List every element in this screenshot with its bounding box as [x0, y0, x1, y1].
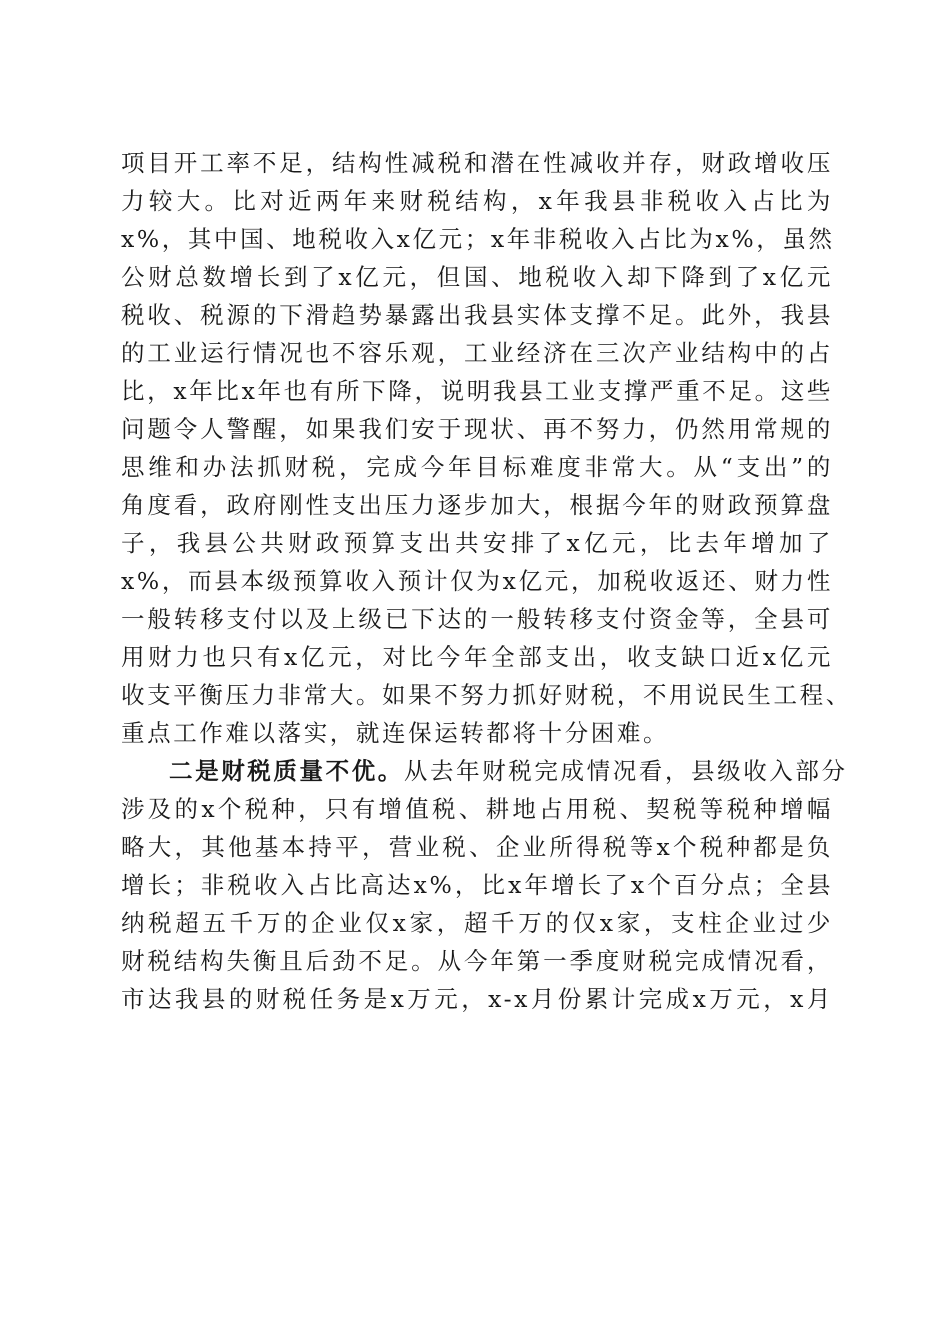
text-run: 从去年财税完成情况看，县级收入部分 — [403, 757, 848, 785]
text-line: 一般转移支付以及上级已下达的一般转移支付资金等，全县可 — [121, 605, 833, 633]
text-line: 的工业运行情况也不容乐观，工业经济在三次产业结构中的占 — [121, 339, 833, 367]
text-line: 子，我县公共财政预算支出共安排了x亿元，比去年增加了 — [121, 529, 833, 557]
text-line: x%，而县本级预算收入预计仅为x亿元，加税收返还、财力性 — [121, 567, 833, 595]
text-line: 项目开工率不足，结构性减税和潜在性减收并存，财政增收压 — [121, 149, 833, 177]
text-line: x%，其中国、地税收入x亿元；x年非税收入占比为x%，虽然 — [121, 225, 835, 253]
document-body — [121, 144, 852, 1018]
text-line: 税收、税源的下滑趋势暴露出我县实体支撑不足。此外，我县 — [121, 301, 833, 329]
section-heading: 二是财税质量不优。 — [169, 757, 404, 785]
text-line: 思维和办法抓财税，完成今年目标难度非常大。从“支出”的 — [121, 453, 833, 481]
text-line: 问题令人警醒，如果我们安于现状、再不努力，仍然用常规的 — [121, 415, 833, 443]
text-line: 财税结构失衡且后劲不足。从今年第一季度财税完成情况看， — [121, 947, 833, 975]
text-line: 用财力也只有x亿元，对比今年全部支出，收支缺口近x亿元 — [121, 643, 833, 671]
text-line: 公财总数增长到了x亿元，但国、地税收入却下降到了x亿元 — [121, 263, 833, 291]
text-line: 角度看，政府刚性支出压力逐步加大，根据今年的财政预算盘 — [121, 491, 833, 519]
paragraph-first-line — [121, 752, 848, 790]
text-line: 略大，其他基本持平，营业税、企业所得税等x个税种都是负 — [121, 833, 833, 861]
text-line: 重点工作难以落实，就连保运转都将十分困难。 — [121, 719, 670, 747]
paragraph-2 — [121, 752, 848, 1018]
text-line: 市达我县的财税任务是x万元，x-x月份累计完成x万元，x月 — [121, 985, 833, 1013]
text-line: 增长；非税收入占比高达x%，比x年增长了x个百分点；全县 — [121, 871, 833, 899]
text-line: 力较大。比对近两年来财税结构，x年我县非税收入占比为 — [121, 187, 833, 215]
text-line: 比，x年比x年也有所下降，说明我县工业支撑严重不足。这些 — [121, 377, 833, 405]
paragraph-1 — [121, 144, 852, 752]
text-line: 纳税超五千万的企业仅x家，超千万的仅x家，支柱企业过少 — [121, 909, 833, 937]
text-line: 收支平衡压力非常大。如果不努力抓好财税，不用说民生工程、 — [121, 681, 852, 709]
text-line: 涉及的x个税种，只有增值税、耕地占用税、契税等税种增幅 — [121, 795, 833, 823]
